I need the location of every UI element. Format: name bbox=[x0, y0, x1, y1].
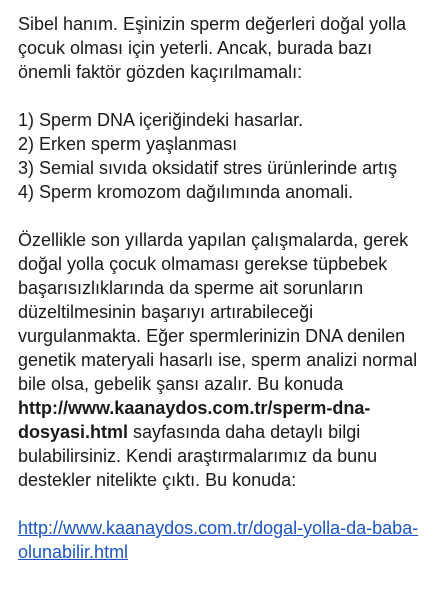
factor-item: 4) Sperm kromozom dağılımında anomali. bbox=[18, 182, 354, 202]
final-link-paragraph bbox=[18, 516, 428, 564]
factor-list bbox=[18, 108, 428, 204]
factor-item: 2) Erken sperm yaşlanması bbox=[18, 134, 238, 154]
sperm-dna-link[interactable]: http://www.kaanaydos.com.tr/sperm-dna-dosyasi.html bbox=[18, 398, 371, 442]
explanation-text: Özellikle son yıllarda yapılan çalışmalarda, gerek doğal yolla çocuk olmaması gerekse tüpbebek başarısızlıklarında da sperme ait sorunların düzeltilmesinin başarıyı artırabileceği vurgulanmakta. Eğer spermlerinizin DNA denilen genetik materyali hasarlı ise, sperm analizi normal bile olsa, gebelik şansı azalır. Bu konuda bbox=[18, 230, 418, 394]
natural-fatherhood-link[interactable]: http://www.kaanaydos.com.tr/dogal-yolla-da-baba-olunabilir.html bbox=[18, 518, 419, 562]
explanation-paragraph bbox=[18, 228, 428, 492]
explanation-text-continued: sayfasında daha detaylı bilgi bulabilirsiniz. Kendi araştırmalarımız da bunu destekler nitelikte çıktı. Bu konuda: bbox=[18, 422, 378, 490]
factor-item: 1) Sperm DNA içeriğindeki hasarlar. bbox=[18, 110, 304, 130]
intro-paragraph: Sibel hanım. Eşinizin sperm değerleri doğal yolla çocuk olması için yeterli. Ancak, burada bazı önemli faktör gözden kaçırılmamalı: bbox=[18, 14, 407, 82]
factor-item: 3) Semial sıvıda oksidatif stres ürünlerinde artış bbox=[18, 158, 398, 178]
message-body bbox=[18, 12, 428, 588]
